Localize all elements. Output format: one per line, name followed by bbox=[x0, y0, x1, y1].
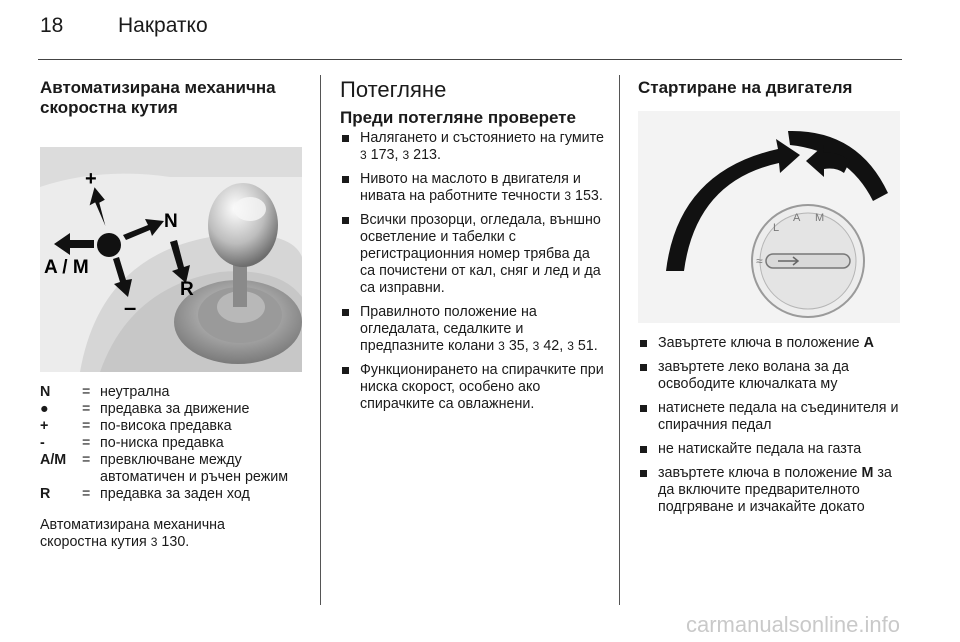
list-item: натиснете педала на съединителя и спирачния педал bbox=[638, 400, 906, 434]
page-number: 18 bbox=[40, 14, 64, 37]
r-label: R bbox=[180, 279, 194, 300]
list-item: не натискайте педала на газта bbox=[638, 441, 906, 458]
starting-off-title: Потегляне bbox=[340, 77, 447, 102]
engine-start-steps bbox=[638, 335, 906, 516]
page-header-title: Накратко bbox=[118, 14, 208, 37]
list-item: Налягането и състоянието на гумите 3 173, 3 213. bbox=[340, 130, 608, 164]
list-item: Функционирането на спирачките при ниска скорост, особено ако спирачките са овлажнени. bbox=[340, 362, 608, 413]
am-label: A / M bbox=[44, 257, 89, 278]
column-divider-2 bbox=[619, 75, 620, 605]
ignition-mark: L bbox=[773, 222, 780, 234]
list-item: Правилното положение на огледалата, седалките и предпазните колани 3 35, 3 42, 3 51. bbox=[340, 304, 608, 355]
checks-list bbox=[340, 130, 608, 413]
n-label: N bbox=[164, 211, 178, 232]
column-divider-1 bbox=[320, 75, 321, 605]
legend-row: + = по-висока предавка bbox=[40, 418, 232, 434]
legend-row: N = неутрална bbox=[40, 384, 170, 400]
legend-row: R = предавка за заден ход bbox=[40, 486, 250, 502]
list-item: Завъртете ключа в положение A bbox=[638, 335, 906, 352]
plus-label: + bbox=[85, 168, 97, 190]
gear-legend bbox=[40, 384, 302, 503]
gear-shifter-illustration bbox=[40, 147, 302, 372]
ignition-figure bbox=[638, 111, 900, 323]
list-item: завъртете ключа в положение M за да включите предварителното подгряване и изчакайте докато bbox=[638, 465, 906, 516]
ignition-mark: A bbox=[793, 212, 801, 224]
reference-icon: 3 bbox=[150, 535, 158, 549]
checks-subtitle: Преди потегляне проверете bbox=[340, 108, 576, 127]
legend-row: A/M = превключване между автоматичен и ръчен режим bbox=[40, 452, 289, 485]
legend-row: - = по-ниска предавка bbox=[40, 435, 224, 451]
column-engine-start bbox=[638, 78, 906, 523]
ignition-mark: M bbox=[815, 212, 825, 224]
legend-row: ● = предавка за движение bbox=[40, 401, 250, 417]
gearbox-section-title: Автоматизирана механична скоростна кутия bbox=[40, 78, 276, 117]
engine-start-title: Стартиране на двигателя bbox=[638, 78, 853, 97]
ignition-illustration bbox=[638, 111, 900, 323]
gear-shifter-figure bbox=[40, 147, 302, 372]
list-item: завъртете леко волана за да освободите ключалката му bbox=[638, 359, 906, 393]
minus-label: – bbox=[124, 295, 137, 320]
column-gearbox bbox=[40, 78, 302, 551]
column-starting-off bbox=[340, 78, 608, 420]
gearbox-reference-note: Автоматизирана механична скоростна кутия 3 130. bbox=[40, 517, 226, 550]
header-divider bbox=[38, 59, 902, 60]
ignition-mark: ≈ bbox=[756, 254, 763, 268]
watermark: carmanualsonline.info bbox=[685, 612, 900, 637]
list-item: Всички прозорци, огледала, външно осветление и табелки с регистрационния номер трябва да са почистени от кал, сняг и лед и да са изправни. bbox=[340, 212, 608, 297]
list-item: Нивото на маслото в двигателя и нивата на работните течности 3 153. bbox=[340, 171, 608, 205]
